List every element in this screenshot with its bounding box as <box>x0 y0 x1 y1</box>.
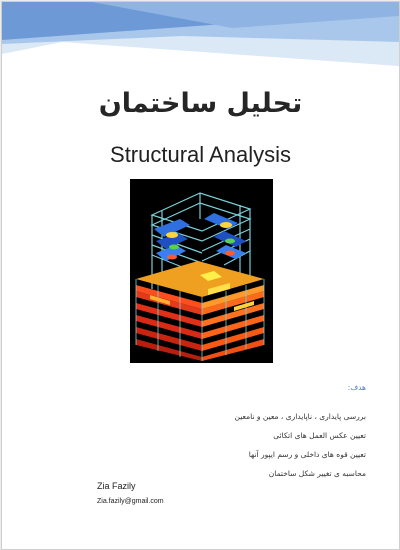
author-name: Zia Fazily <box>97 481 136 491</box>
title-english: Structural Analysis <box>110 142 291 167</box>
header-banner <box>2 2 399 72</box>
document-page <box>1 1 400 550</box>
goals-list <box>235 407 366 483</box>
lower-tower <box>136 261 264 361</box>
goal-item: تعیین قوه های داخلی و رسم ایپور آنها <box>248 450 366 459</box>
goal-item: تعیین عکس العمل های اتکائی <box>273 431 366 440</box>
goal-heading: هدف: <box>347 383 366 392</box>
author-email: Zia.fazily@gmail.com <box>97 498 164 505</box>
goal-item: بررسی پایداری ، ناپایداری ، معین و نامعین <box>234 412 366 421</box>
title-persian: تحلیل ساختمان <box>98 88 303 119</box>
structural-model-render-icon <box>130 179 273 363</box>
goal-item: محاسبه ی تغییر شکل ساختمان <box>268 469 366 478</box>
